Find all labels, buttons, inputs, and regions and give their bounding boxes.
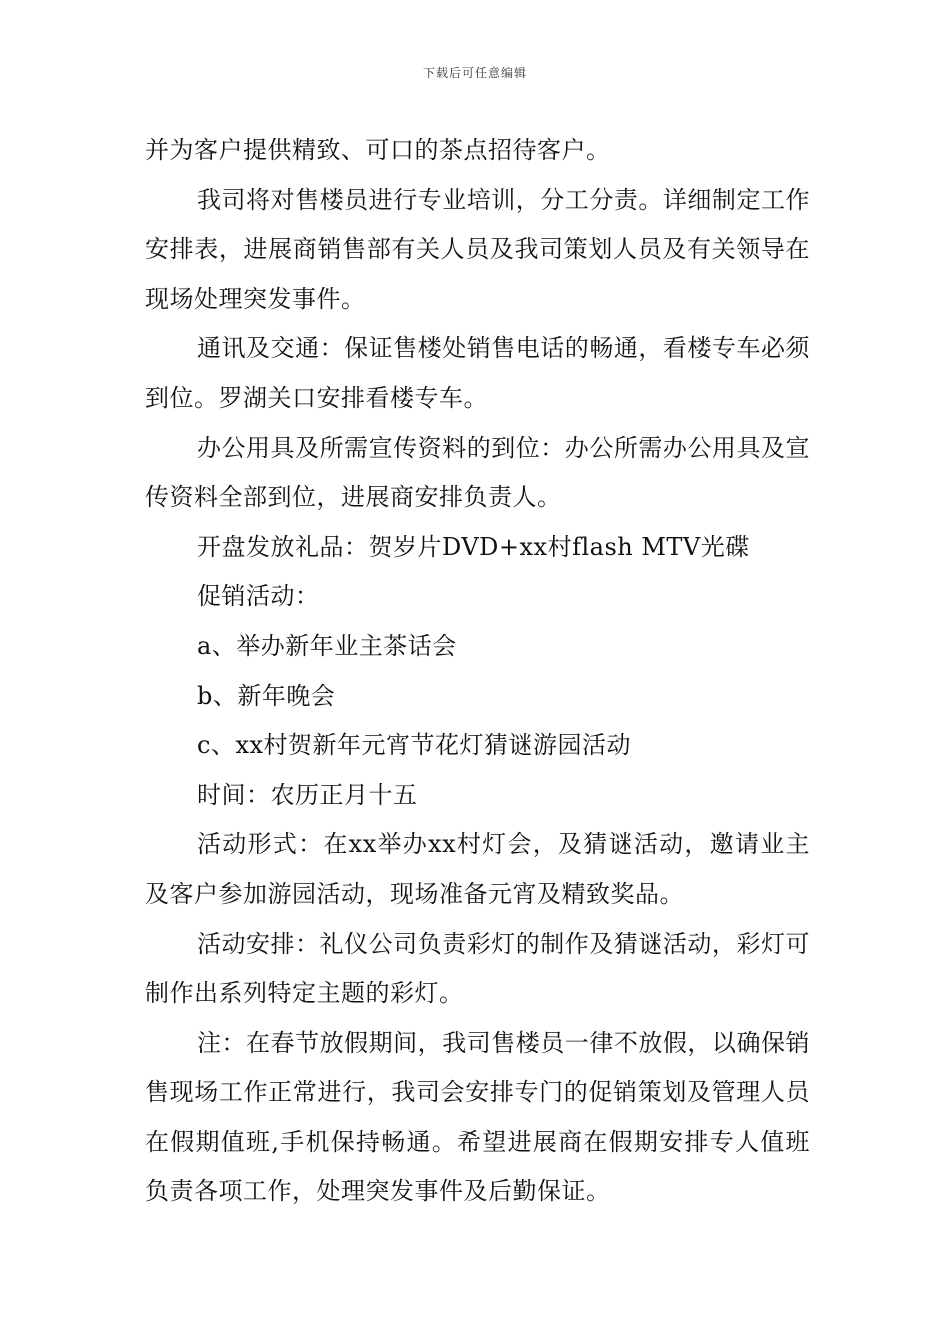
paragraph: 开盘发放礼品：贺岁片DVD+xx村flash MTV光碟 <box>197 532 750 561</box>
paragraph: 办公用具及所需宣传资料的到位：办公所需办公用具及宣传资料全部到位，进展商安排负责人。 <box>145 433 810 512</box>
paragraph: 通讯及交通：保证售楼处销售电话的畅通，看楼专车必须到位。罗湖关口安排看楼专车。 <box>145 334 810 412</box>
list-item: b、新年晚会 <box>197 681 336 710</box>
list-item: a、举办新年业主茶话会 <box>197 631 457 660</box>
paragraph: 我司将对售楼员进行专业培训，分工分责。详细制定工作安排表，进展商销售部有关人员及我司策划人员及有关领导在现场处理突发事件。 <box>145 185 810 313</box>
document-body <box>145 126 810 1217</box>
paragraph: 时间：农历正月十五 <box>197 780 418 809</box>
paragraph: 活动安排：礼仪公司负责彩灯的制作及猜谜活动，彩灯可制作出系列特定主题的彩灯。 <box>145 929 810 1008</box>
paragraph: 活动形式：在xx举办xx村灯会，及猜谜活动，邀请业主及客户参加游园活动，现场准备元宵及精致奖品。 <box>145 830 810 908</box>
paragraph: 并为客户提供精致、可口的茶点招待客户。 <box>145 136 611 164</box>
page-header: 下载后可任意编辑 <box>422 66 527 80</box>
list-item: c、xx村贺新年元宵节花灯猜谜游园活动 <box>197 731 632 760</box>
paragraph: 促销活动： <box>197 582 320 611</box>
paragraph: 注：在春节放假期间，我司售楼员一律不放假，以确保销售现场工作正常进行，我司会安排专门的促销策划及管理人员在假期值班,手机保持畅通。希望进展商在假期安排专人值班负责各项工作，处理突发事件及后勤保证。 <box>145 1028 810 1206</box>
